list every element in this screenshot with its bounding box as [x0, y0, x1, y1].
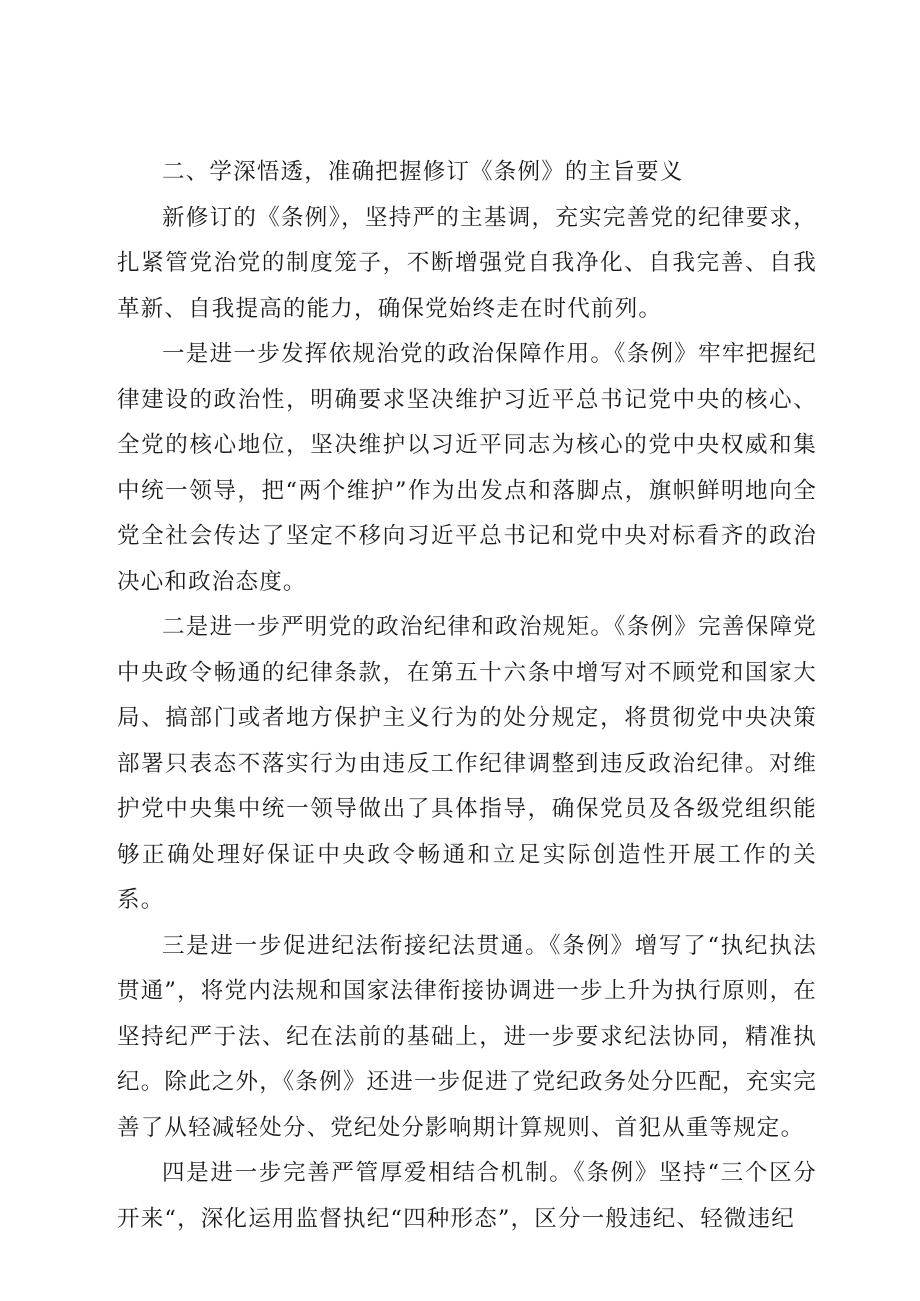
paragraph-point-one: 一是进一步发挥依规治党的政治保障作用。《条例》牢牢把握纪律建设的政治性，明确要求坚决维护习近平总书记党中央的核心、全党的核心地位，坚决维护以习近平同志为核心的党中央权威和集中统一领导，把“两个维护”作为出发点和落脚点，旗帜鲜明地向全党全社会传达了坚定不移向习近平总书记和党中央对标看齐的政治决心和政治态度。	[117, 341, 817, 595]
paragraph-intro: 新修订的《条例》，坚持严的主基调，充实完善党的纪律要求，扎紧管党治党的制度笼子，不断增强党自我净化、自我完善、自我革新、自我提高的能力，确保党始终走在时代前列。	[117, 204, 817, 322]
section-heading: 二、学深悟透，准确把握修订《条例》的主旨要义	[162, 159, 684, 185]
paragraph-point-two: 二是进一步严明党的政治纪律和政治规矩。《条例》完善保障党中央政令畅通的纪律条款，在第五十六条中增写对不顾党和国家大局、搞部门或者地方保护主义行为的处分规定，将贯彻党中央决策部署只表态不落实行为由违反工作纪律调整到违反政治纪律。对维护党中央集中统一领导做出了具体指导，确保党员及各级党组织能够正确处理好保证中央政令畅通和立足实际创造性开展工作的关系。	[117, 614, 817, 913]
paragraph-point-three: 三是进一步促进纪法衔接纪法贯通。《条例》增写了“执纪执法贯通”，将党内法规和国家法律衔接协调进一步上升为执行原则，在坚持纪严于法、纪在法前的基础上，进一步要求纪法协同，精准执纪。除此之外，《条例》还进一步促进了党纪政务处分匹配，充实完善了从轻减轻处分、党纪处分影响期计算规则、首犯从重等规定。	[117, 932, 818, 1141]
paragraph-point-four: 四是进一步完善严管厚爱相结合机制。《条例》坚持“三个区分开来“，深化运用监督执纪“四种形态”，区分一般违纪、轻微违纪	[117, 1160, 817, 1232]
document-body	[117, 150, 817, 1242]
